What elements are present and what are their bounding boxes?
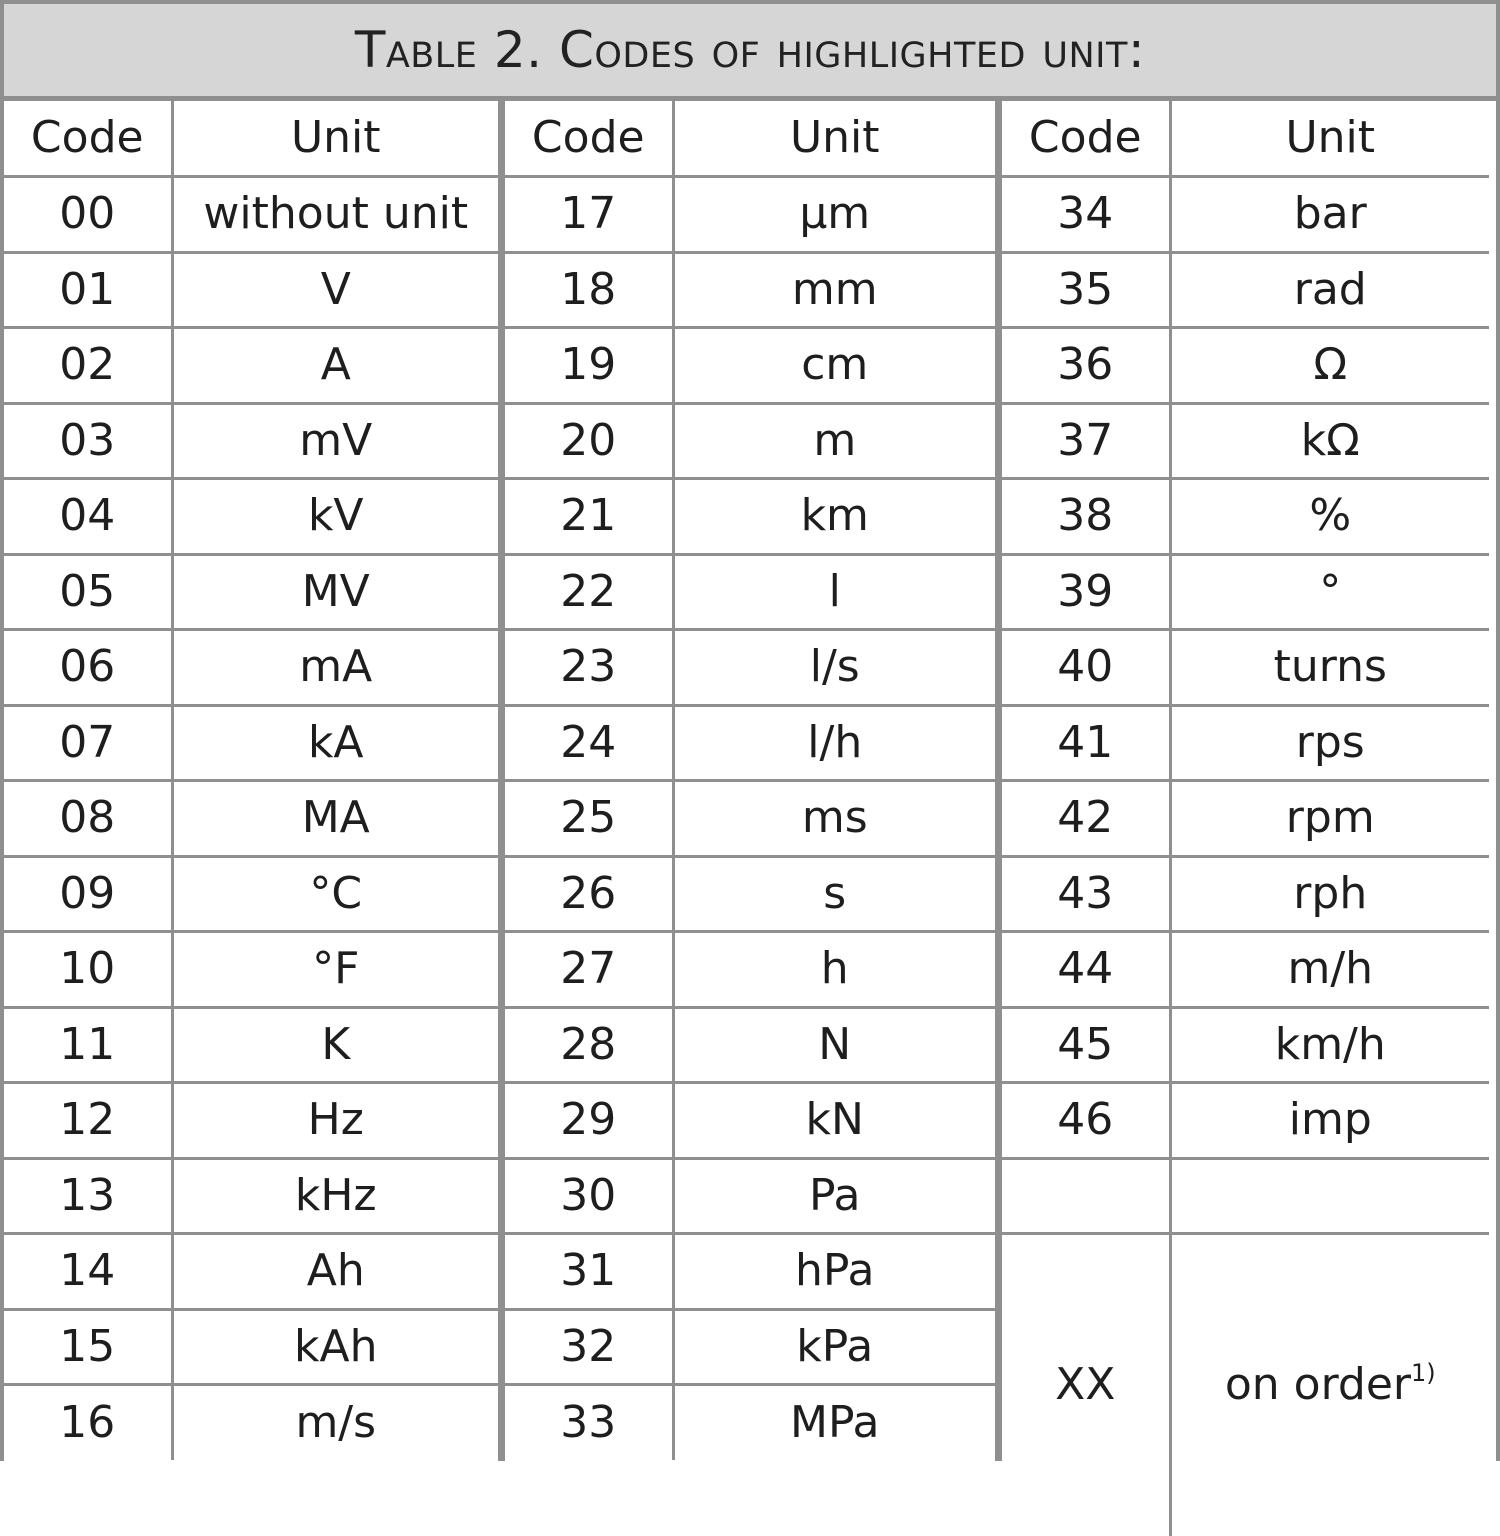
unit-cell: °F	[172, 932, 498, 1008]
table-row	[505, 177, 995, 253]
table-row	[4, 479, 498, 555]
unit-cell: kV	[172, 479, 498, 555]
table-row	[1002, 1158, 1489, 1234]
header-code: Code	[1002, 101, 1170, 177]
column-group-3	[995, 101, 1489, 1461]
code-cell: 07	[4, 705, 172, 781]
unit-cell: m/h	[1170, 932, 1489, 1008]
unit-cell: hPa	[673, 1234, 995, 1310]
unit-cell: MPa	[790, 1397, 880, 1448]
code-cell: 43	[1002, 856, 1170, 932]
code-cell: 27	[505, 932, 673, 1008]
header-code: Code	[505, 101, 673, 177]
table-row	[4, 1083, 498, 1159]
code-cell: 25	[505, 781, 673, 857]
unit-cell: rph	[1170, 856, 1489, 932]
code-cell: 36	[1002, 328, 1170, 404]
code-cell: 33	[505, 1385, 673, 1461]
code-cell: 44	[1002, 932, 1170, 1008]
header-row	[4, 101, 498, 177]
unit-cell: kAh	[172, 1309, 498, 1385]
code-cell: 32	[505, 1309, 673, 1385]
table-row	[1002, 328, 1489, 404]
table-row	[4, 554, 498, 630]
code-cell: 37	[1002, 403, 1170, 479]
unit-cell	[1170, 1158, 1489, 1234]
table-row	[1002, 479, 1489, 555]
unit-cell: rad	[1170, 252, 1489, 328]
unit-cell: A	[172, 328, 498, 404]
unit-cell: Hz	[172, 1083, 498, 1159]
unit-cell: mm	[673, 252, 995, 328]
code-cell: 09	[4, 856, 172, 932]
unit-cell: °C	[172, 856, 498, 932]
unit-cell: Ah	[172, 1234, 498, 1310]
table-row	[505, 932, 995, 1008]
code-cell: 46	[1002, 1083, 1170, 1159]
unit-cell: l	[673, 554, 995, 630]
table-title-prefix: Table 2.	[354, 21, 543, 79]
unit-cell: kN	[673, 1083, 995, 1159]
code-cell: 45	[1002, 1007, 1170, 1083]
table-row	[4, 705, 498, 781]
code-cell: 40	[1002, 630, 1170, 706]
table-row	[4, 1234, 498, 1310]
unit-cell: h	[673, 932, 995, 1008]
table-row	[505, 328, 995, 404]
code-cell: 18	[505, 252, 673, 328]
table-row	[505, 403, 995, 479]
table-row	[1002, 1083, 1489, 1159]
table-row	[1002, 554, 1489, 630]
unit-cell: bar	[1170, 177, 1489, 253]
unit-cell: km	[673, 479, 995, 555]
code-cell: 28	[505, 1007, 673, 1083]
table-row	[1002, 630, 1489, 706]
table-row	[505, 479, 995, 555]
table-row	[505, 1007, 995, 1083]
code-cell: 24	[505, 705, 673, 781]
table-body	[4, 101, 1496, 1461]
code-cell: 12	[4, 1083, 172, 1159]
unit-cell: MA	[172, 781, 498, 857]
column-group-1	[4, 101, 498, 1461]
table-row	[4, 630, 498, 706]
table-row	[4, 1385, 498, 1461]
table-row	[505, 1083, 995, 1159]
codes-table-3	[1002, 101, 1489, 1536]
code-cell: 21	[505, 479, 673, 555]
table-row	[1002, 177, 1489, 253]
code-cell: 38	[1002, 479, 1170, 555]
code-cell	[1002, 1158, 1170, 1234]
code-cell: 11	[4, 1007, 172, 1083]
table-row	[1002, 856, 1489, 932]
unit-cell: cm	[673, 328, 995, 404]
unit-cell: °	[1170, 554, 1489, 630]
table-row	[505, 781, 995, 857]
unit-cell: N	[673, 1007, 995, 1083]
unit-cell: kΩ	[1170, 403, 1489, 479]
unit-cell: µm	[673, 177, 995, 253]
table-row	[4, 1309, 498, 1385]
table-row	[4, 177, 498, 253]
table-title	[4, 4, 1496, 101]
unit-cell: l/h	[673, 705, 995, 781]
table-row	[4, 781, 498, 857]
table-row	[1002, 705, 1489, 781]
code-cell: 00	[4, 177, 172, 253]
header-row	[1002, 101, 1489, 177]
table-row	[4, 932, 498, 1008]
codes-table-2	[505, 101, 995, 1460]
code-cell: 35	[1002, 252, 1170, 328]
unit-cell: Pa	[673, 1158, 995, 1234]
code-cell: 17	[505, 177, 673, 253]
special-unit-cell	[1170, 1234, 1489, 1536]
unit-cell: K	[172, 1007, 498, 1083]
special-unit-text: on order	[1224, 1359, 1411, 1411]
table-row	[505, 630, 995, 706]
code-cell: 42	[1002, 781, 1170, 857]
code-cell: 30	[505, 1158, 673, 1234]
table-row	[4, 252, 498, 328]
code-cell: 05	[4, 554, 172, 630]
table-row	[505, 705, 995, 781]
unit-cell: s	[673, 856, 995, 932]
code-cell: 23	[505, 630, 673, 706]
code-cell: 01	[4, 252, 172, 328]
code-cell: 29	[505, 1083, 673, 1159]
table-title-text: Codes of highlighted unit:	[558, 21, 1146, 79]
unit-cell: without unit	[172, 177, 498, 253]
code-cell: 04	[4, 479, 172, 555]
header-row	[505, 101, 995, 177]
code-cell: 03	[4, 403, 172, 479]
header-unit: Unit	[172, 101, 498, 177]
table-row	[4, 403, 498, 479]
table-row	[1002, 403, 1489, 479]
table-row	[505, 554, 995, 630]
code-cell: 16	[4, 1385, 172, 1461]
table-row	[505, 1385, 995, 1461]
unit-cell: MV	[172, 554, 498, 630]
table-row	[1002, 932, 1489, 1008]
unit-cell: kA	[172, 705, 498, 781]
footnote-marker: 1)	[1410, 1359, 1436, 1388]
table-row	[505, 1158, 995, 1234]
codes-table-1	[4, 101, 498, 1460]
unit-cell: ms	[673, 781, 995, 857]
code-cell: 10	[4, 932, 172, 1008]
unit-cell: m/s	[295, 1397, 377, 1448]
table-row	[505, 252, 995, 328]
unit-cell: mV	[172, 403, 498, 479]
unit-cell: Ω	[1170, 328, 1489, 404]
special-code-cell: XX	[1002, 1234, 1170, 1536]
unit-cell: %	[1170, 479, 1489, 555]
header-unit: Unit	[673, 101, 995, 177]
unit-cell: V	[172, 252, 498, 328]
code-cell: 14	[4, 1234, 172, 1310]
unit-cell: mA	[172, 630, 498, 706]
code-cell: 31	[505, 1234, 673, 1310]
header-code: Code	[4, 101, 172, 177]
unit-cell: km/h	[1170, 1007, 1489, 1083]
code-cell: 26	[505, 856, 673, 932]
table-row	[505, 1309, 995, 1385]
table-row	[505, 856, 995, 932]
code-cell: 22	[505, 554, 673, 630]
unit-cell: rpm	[1170, 781, 1489, 857]
unit-cell: kHz	[172, 1158, 498, 1234]
code-cell: 13	[4, 1158, 172, 1234]
code-cell: 20	[505, 403, 673, 479]
header-unit: Unit	[1170, 101, 1489, 177]
unit-cell: imp	[1170, 1083, 1489, 1159]
unit-cell: rps	[1170, 705, 1489, 781]
table-row	[1002, 781, 1489, 857]
special-row	[1002, 1234, 1489, 1536]
table-row	[1002, 252, 1489, 328]
unit-cell: turns	[1170, 630, 1489, 706]
code-cell: 02	[4, 328, 172, 404]
code-cell: 39	[1002, 554, 1170, 630]
column-group-2	[498, 101, 995, 1461]
code-cell: 34	[1002, 177, 1170, 253]
table-row	[505, 1234, 995, 1310]
code-cell: 08	[4, 781, 172, 857]
unit-cell: kPa	[673, 1309, 995, 1385]
table-row	[4, 856, 498, 932]
table-row	[4, 1007, 498, 1083]
code-cell: 15	[4, 1309, 172, 1385]
table-row	[4, 1158, 498, 1234]
unit-cell: m	[673, 403, 995, 479]
table-row	[4, 328, 498, 404]
table-row	[1002, 1007, 1489, 1083]
code-cell: 06	[4, 630, 172, 706]
code-cell: 19	[505, 328, 673, 404]
code-cell: 41	[1002, 705, 1170, 781]
unit-cell: l/s	[673, 630, 995, 706]
